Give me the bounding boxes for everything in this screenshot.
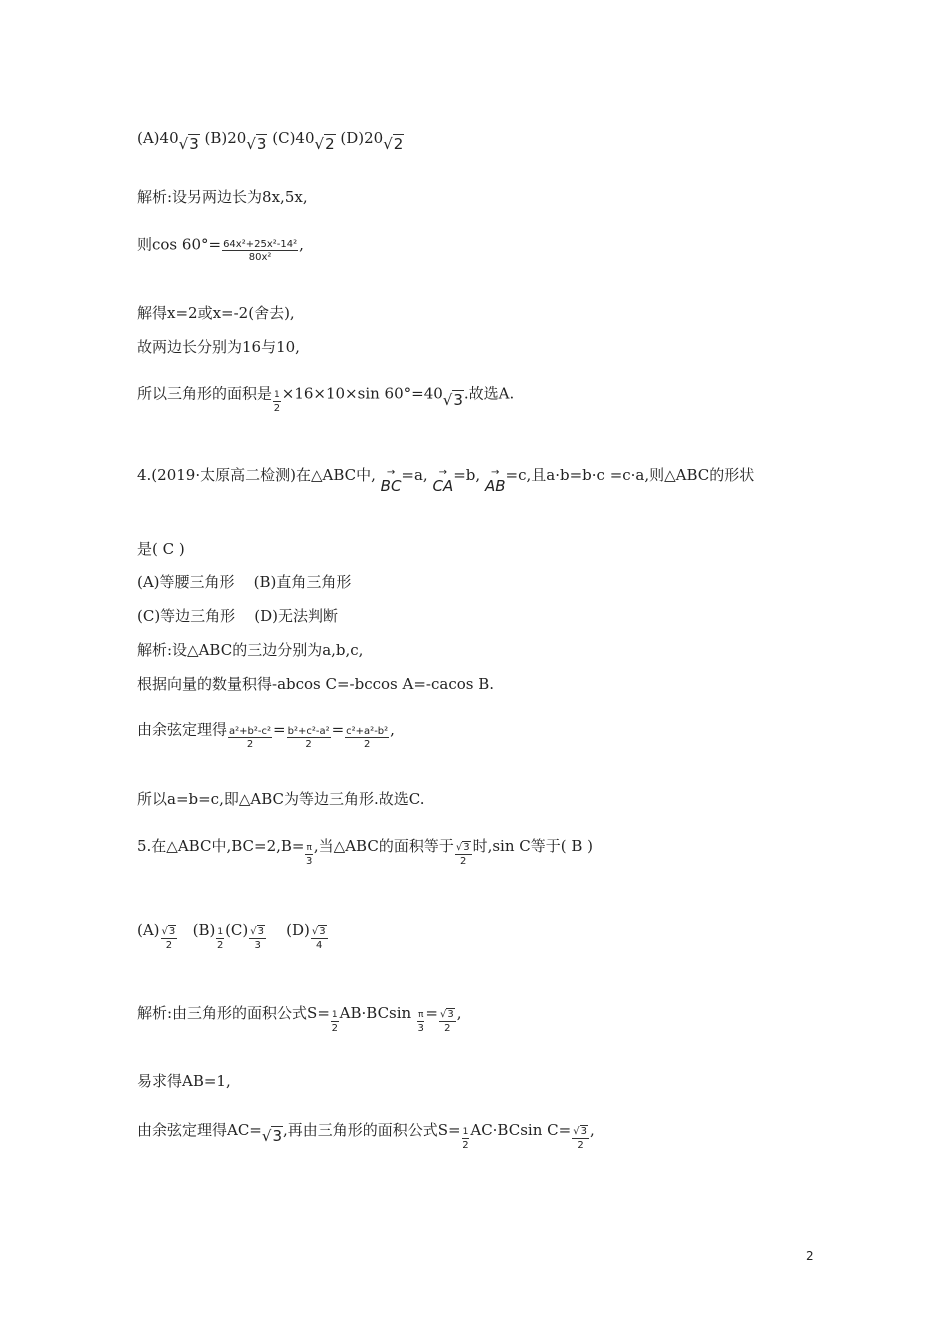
q3-analysis-line1: 解析:设另两边长为8x,5x,	[137, 188, 308, 206]
vector-ca: → CA	[432, 467, 454, 495]
q3-options	[137, 128, 404, 153]
cosine-fraction: $\frac{\text{64x²+25x²-14²}}{\text{80x²}}$	[223, 239, 298, 263]
q5-analysis-line2: 易求得AB=1,	[137, 1072, 231, 1090]
q5-analysis-line3: 由余弦定理得AC=√3,再由三角形的面积公式S= $\frac{1}{2}$ AC·BCsin C= $\frac{√3}{2}$ ,	[137, 1121, 595, 1151]
sqrt-symbol: √3	[261, 1127, 282, 1145]
sqrt-symbol: √3	[178, 135, 199, 153]
pi-third-fraction: $\frac{\pi}{3}$	[306, 842, 313, 867]
cosine-fraction: $\frac{\text{b²+c²-a²}}{2}$	[287, 726, 330, 750]
q4-analysis-line4: 所以a=b=c,即△ABC为等边三角形.故选C.	[137, 790, 425, 808]
half-fraction: $\frac{1}{2}$	[273, 390, 281, 414]
q5-options: (A) $\frac{√3}{2}$ (B) $\frac{1}{2}$ (C) $\frac{√3}{3}$ (D) $\frac{√3}{4}$	[137, 921, 326, 951]
q5-stem: 5.在△ABC中,BC=2,B= $\frac{\pi}{3}$ ,当△ABC的面积等于 $\frac{√3}{2}$ 时,sin C等于( B )	[137, 837, 594, 867]
option-c: (C)40	[272, 129, 315, 147]
option-c-fraction: $\frac{√3}{3}$	[250, 926, 265, 951]
vector-ab: → AB	[484, 467, 506, 495]
cosine-fraction: $\frac{\text{c²+a²-b²}}{2}$	[346, 726, 389, 750]
option-b-fraction: $\frac{1}{2}$	[217, 926, 224, 951]
q4-options-row1: (A)等腰三角形 (B)直角三角形	[137, 573, 352, 591]
q3-analysis-line2: 则cos 60°= $\frac{\text{64x²+25x²-14²}}{\text{80x²}}$ ,	[137, 235, 304, 263]
vector-bc: → BC	[380, 467, 402, 495]
option-a-fraction: $\frac{√3}{2}$	[161, 926, 176, 951]
q4-analysis-line2: 根据向量的数量积得-abcos C=-bccos A=-cacos B.	[137, 675, 495, 693]
option-b: (B)20	[204, 129, 247, 147]
half-fraction: $\frac{1}{2}$	[331, 1009, 338, 1034]
option-a: (A)40	[137, 129, 179, 147]
sqrt-symbol: √3	[246, 135, 267, 153]
cosine-fraction: $\frac{\text{a²+b²-c²}}{2}$	[229, 726, 272, 750]
q5-analysis-line1: 解析:由三角形的面积公式S= $\frac{1}{2}$ AB·BCsin $\frac{\pi}{3}$ = $\frac{√3}{2}$ ,	[137, 1004, 462, 1034]
sqrt-symbol: √2	[314, 135, 335, 153]
sqrt3-half-fraction: $\frac{√3}{2}$	[455, 842, 470, 867]
half-fraction: $\frac{1}{2}$	[462, 1126, 469, 1151]
sqrt-symbol: √3	[442, 390, 463, 409]
q4-stem: 4.(2019·太原高二检测)在△ABC中, → BC =a, → CA =b, → AB =c,且a·b=b·c =c·a,则△ABC的形状	[137, 466, 755, 495]
option-d: (D)20	[340, 129, 384, 147]
sqrt-symbol: √2	[383, 135, 404, 153]
sqrt3-half-fraction: $\frac{√3}{2}$	[573, 1126, 587, 1151]
q3-analysis-line5: 所以三角形的面积是 $\frac{1}{2}$ ×16×10×sin 60°=40√3.故选A.	[137, 384, 515, 414]
q4-analysis-line1: 解析:设△ABC的三边分别为a,b,c,	[137, 641, 364, 659]
option-d-fraction: $\frac{√3}{4}$	[311, 926, 326, 951]
q3-analysis-line4: 故两边长分别为16与10,	[137, 338, 300, 356]
q4-stem-continued: 是( C )	[137, 540, 185, 558]
page-number: 2	[806, 1249, 814, 1263]
q4-options-row2: (C)等边三角形 (D)无法判断	[137, 607, 338, 625]
q3-analysis-line3: 解得x=2或x=-2(舍去),	[137, 304, 295, 322]
pi-third-fraction: $\frac{\pi}{3}$	[417, 1009, 424, 1034]
q4-analysis-line3: 由余弦定理得 $\frac{\text{a²+b²-c²}}{2}$ = $\frac{\text{b²+c²-a²}}{2}$ = $\frac{\text{c²+a²-b²}}{2}$ ,	[137, 720, 395, 750]
sqrt3-half-fraction: $\frac{√3}{2}$	[439, 1009, 454, 1034]
